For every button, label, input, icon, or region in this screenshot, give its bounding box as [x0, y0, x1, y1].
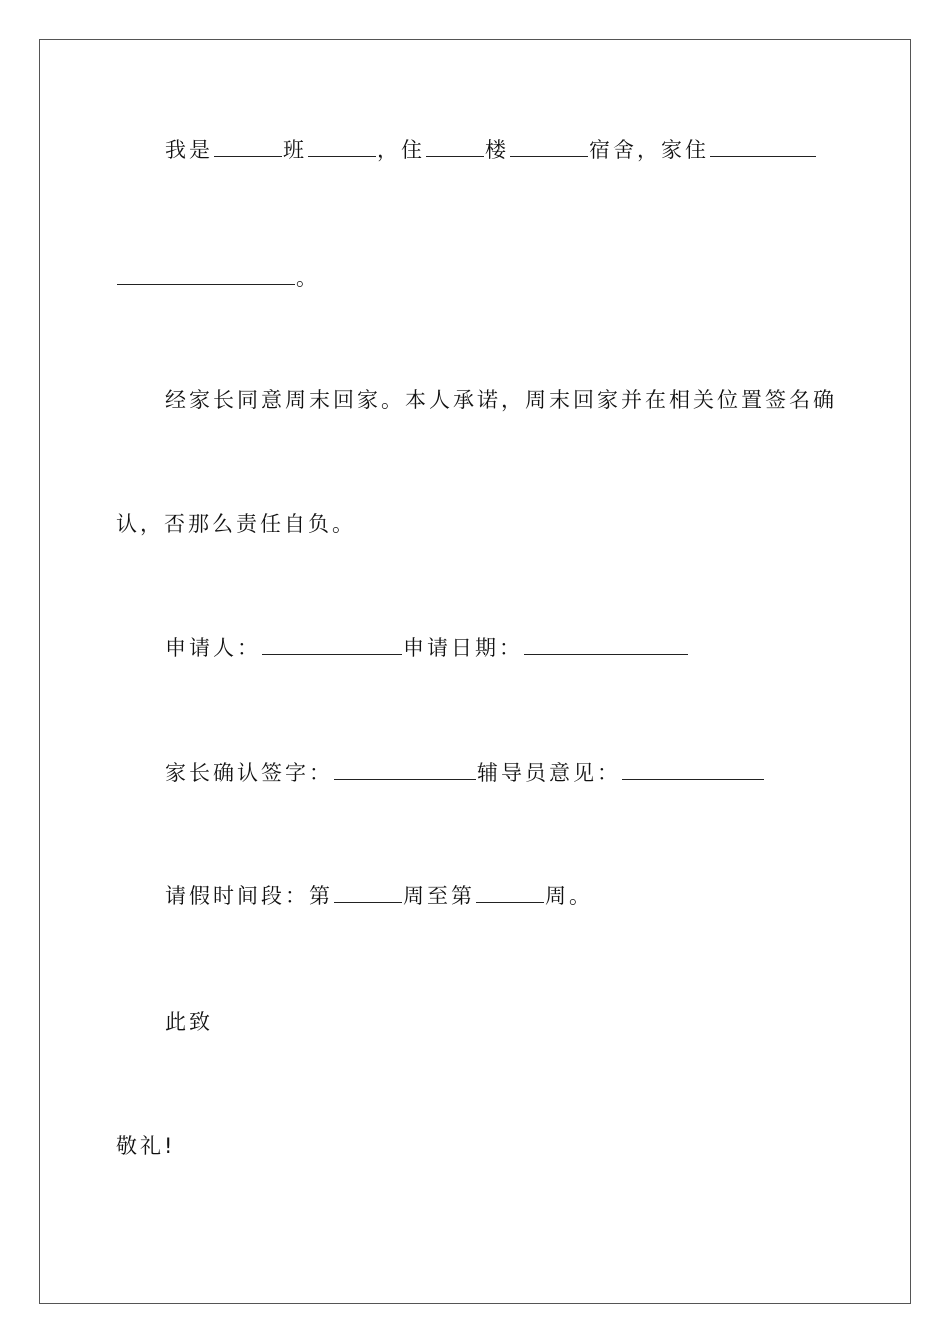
period-mid: 周至第	[403, 884, 475, 908]
text-live: ，住	[377, 138, 425, 162]
pledge-line-2: 认，否那么责任自负。	[116, 512, 356, 536]
closing-line-1: 此致	[165, 1010, 213, 1034]
end-week-blank[interactable]	[476, 882, 544, 903]
pledge-line-1: 经家长同意周末回家。本人承诺，周末回家并在相关位置签名确	[165, 388, 837, 412]
period-label: 请假时间段：第	[165, 884, 333, 908]
date-label: 申请日期：	[403, 636, 523, 660]
intro-line-2	[116, 264, 320, 292]
address-blank-end[interactable]	[117, 264, 295, 285]
signoff-line	[165, 759, 765, 787]
applicant-blank[interactable]	[262, 634, 402, 655]
text-i-am: 我是	[165, 138, 213, 162]
text-building: 楼	[485, 138, 509, 162]
period-end: 周。	[545, 884, 593, 908]
counselor-blank[interactable]	[622, 759, 764, 780]
intro-line-1	[165, 136, 817, 164]
date-blank[interactable]	[524, 634, 688, 655]
name-blank[interactable]	[308, 136, 376, 157]
parent-sign-blank[interactable]	[334, 759, 476, 780]
text-class: 班	[283, 138, 307, 162]
text-period-mark: 。	[296, 266, 320, 290]
period-line	[165, 882, 593, 910]
applicant-label: 申请人：	[165, 636, 261, 660]
start-week-blank[interactable]	[334, 882, 402, 903]
dorm-blank[interactable]	[510, 136, 588, 157]
address-blank-start[interactable]	[710, 136, 816, 157]
text-dorm-home: 宿舍，家住	[589, 138, 709, 162]
parent-sign-label: 家长确认签字：	[165, 761, 333, 785]
closing-line-2: 敬礼!	[116, 1134, 176, 1158]
counselor-label: 辅导员意见：	[477, 761, 621, 785]
class-blank[interactable]	[214, 136, 282, 157]
applicant-line	[165, 634, 689, 662]
page-frame	[39, 39, 911, 1304]
building-blank[interactable]	[426, 136, 484, 157]
